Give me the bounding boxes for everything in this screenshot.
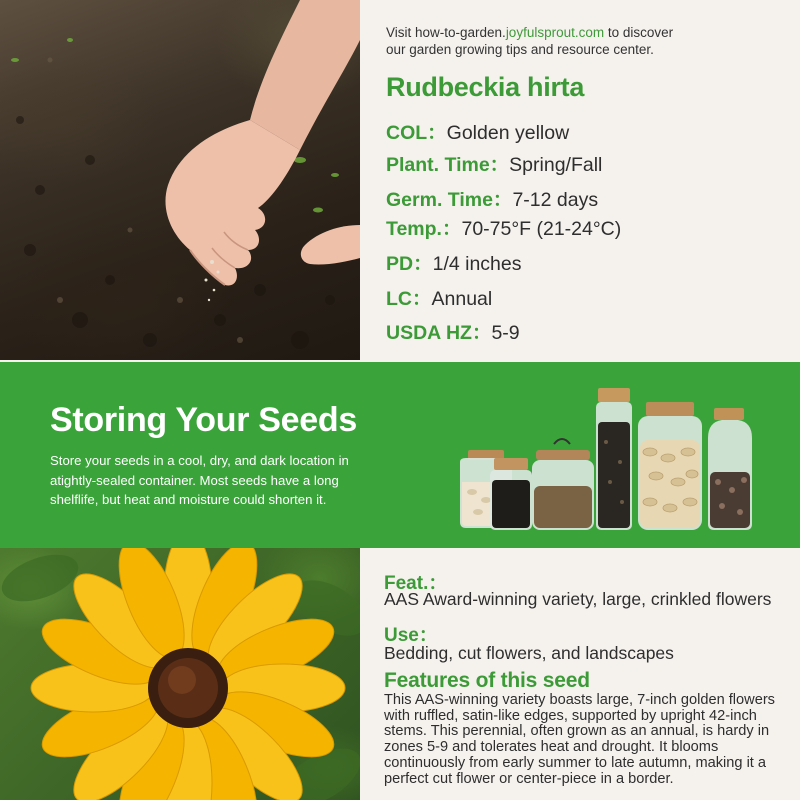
promo-line2: our garden growing tips and resource center. bbox=[386, 42, 654, 57]
flower-illustration bbox=[0, 548, 360, 800]
attribute-key: Germ. Time： bbox=[386, 189, 513, 211]
jar-mixed-beans bbox=[708, 408, 752, 530]
attribute-hardiness-zone bbox=[386, 317, 520, 345]
promo-text bbox=[386, 24, 786, 58]
attribute-key: USDA HZ： bbox=[386, 322, 492, 344]
storing-seeds-title: Storing Your Seeds bbox=[50, 401, 357, 439]
attribute-value: 1/4 inches bbox=[432, 253, 522, 275]
attribute-color bbox=[386, 117, 569, 145]
hands-sowing-seeds-image bbox=[0, 0, 360, 360]
jar-black-seeds bbox=[490, 458, 532, 530]
features-paragraph: This AAS-winning variety boasts large, 7-inch golden flowers with ruffled, satin-like edges, supported by upright 42-inch stems. This perennial, often grown as an annual, is hardy in zones 5-9 and tolerates heat and drought. It blooms continuously from early summer to late autumn, making it a perfect cut flower or center-piece in a border. bbox=[384, 692, 775, 787]
attribute-value: Spring/Fall bbox=[509, 154, 603, 176]
attribute-value: Golden yellow bbox=[446, 122, 570, 144]
features-panel bbox=[360, 548, 800, 800]
use-text: Bedding, cut flowers, and landscapes bbox=[384, 643, 674, 663]
attribute-life-cycle bbox=[386, 283, 492, 311]
attribute-value: 70-75°F (21-24°C) bbox=[461, 218, 622, 240]
promo-site-link[interactable]: joyfulsprout.com bbox=[505, 25, 605, 40]
promo-suffix: to discover bbox=[604, 25, 674, 40]
attribute-key: PD： bbox=[386, 253, 433, 275]
attribute-planting-time bbox=[386, 149, 602, 177]
attribute-planting-depth bbox=[386, 248, 522, 276]
attribute-value: 5-9 bbox=[491, 322, 520, 344]
storing-seeds-band bbox=[0, 362, 800, 548]
attribute-key: COL： bbox=[386, 122, 447, 144]
jar-pumpkin-seeds bbox=[638, 402, 702, 530]
attribute-value: Annual bbox=[431, 288, 493, 310]
attribute-germination-time bbox=[386, 184, 598, 212]
seed-jars-image bbox=[450, 382, 770, 532]
use-label: Use： bbox=[384, 625, 438, 646]
jar-tall-black-seeds bbox=[596, 388, 632, 530]
attribute-key: Temp.： bbox=[386, 218, 462, 240]
plant-name: Rudbeckia hirta bbox=[386, 72, 585, 102]
plant-info-panel bbox=[360, 0, 800, 360]
attribute-value: 7-12 days bbox=[512, 189, 599, 211]
feature-label: Feat.： bbox=[384, 573, 448, 594]
jar-brown-seeds bbox=[532, 439, 594, 530]
promo-prefix: Visit how-to-garden. bbox=[386, 25, 506, 40]
attribute-temperature bbox=[386, 213, 621, 241]
feature-text: AAS Award-winning variety, large, crinkled flowers bbox=[384, 589, 772, 609]
features-heading: Features of this seed bbox=[384, 669, 590, 692]
storing-seeds-text: Store your seeds in a cool, dry, and dark location in atightly-sealed container. Most seeds have a long shelflife, but heat and moisture could shorten it. bbox=[50, 453, 349, 507]
hands-sowing-illustration bbox=[0, 0, 360, 360]
attribute-key: Plant. Time： bbox=[386, 154, 510, 176]
attribute-key: LC： bbox=[386, 288, 432, 310]
black-eyed-susan-image bbox=[0, 548, 360, 800]
